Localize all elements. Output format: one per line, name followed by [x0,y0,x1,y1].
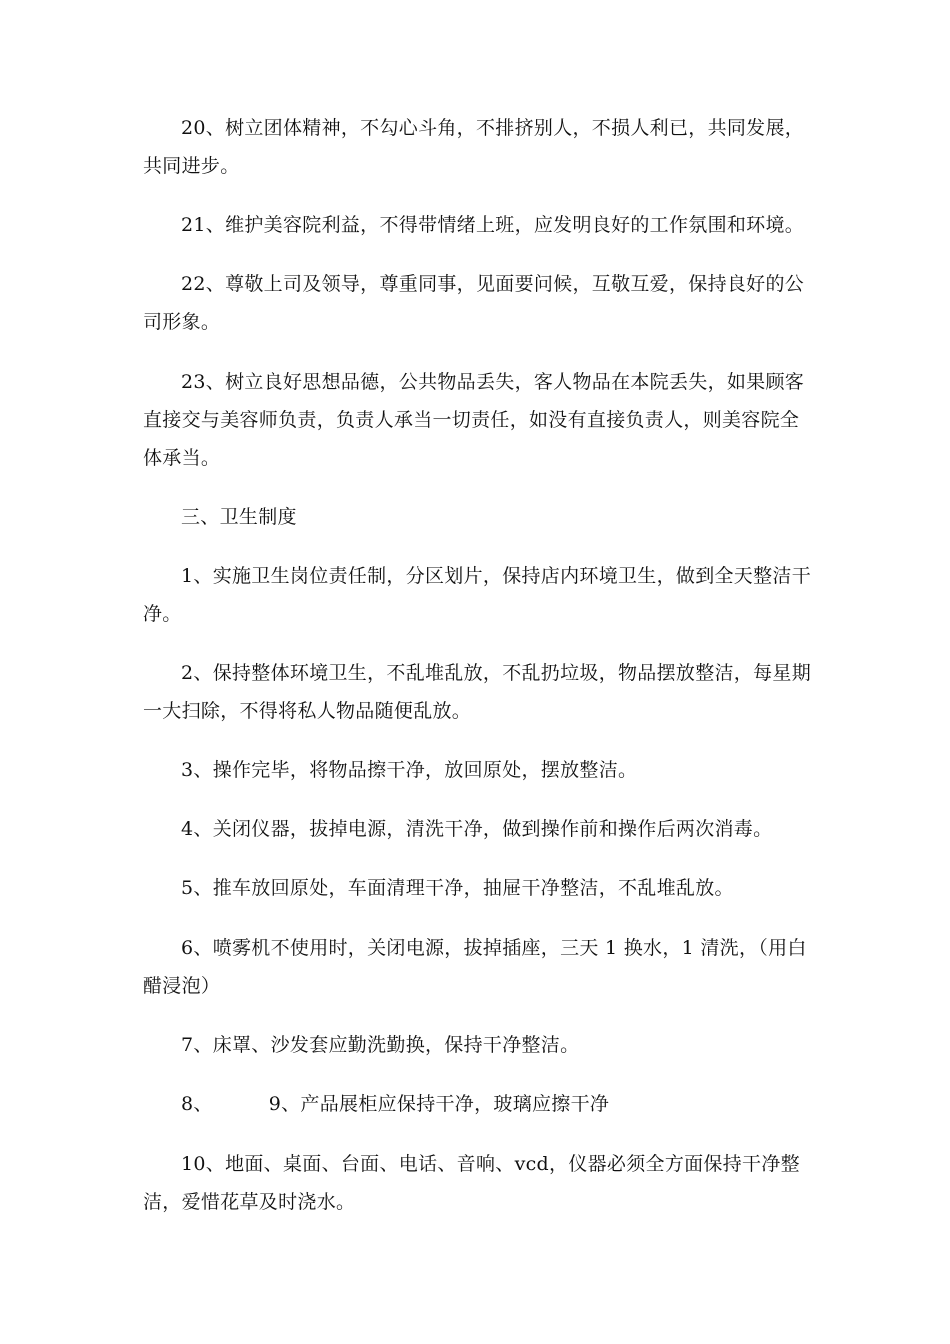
paragraph-rule-22: 22、尊敬上司及领导，尊重同事，见面要问候，互敬互爱，保持良好的公司形象。 [143,273,805,333]
paragraph-hygiene-10: 10、地面、桌面、台面、电话、音响、vcd，仪器必须全方面保持干净整洁，爱惜花草及时浇水。 [143,1153,800,1213]
item-8-label: 8、 [181,1093,213,1115]
paragraph-hygiene-6: 6、喷雾机不使用时，关闭电源，拔掉插座，三天 1 换水，1 清洗，（用白醋浸泡） [143,937,807,997]
paragraph-hygiene-7: 7、床罩、沙发套应勤洗勤换，保持干净整洁。 [181,1034,580,1056]
paragraph-hygiene-5: 5、推车放回原处，车面清理干净，抽屉干净整洁，不乱堆乱放。 [181,877,734,899]
paragraph-rule-21: 21、维护美容院利益，不得带情绪上班，应发明良好的工作氛围和环境。 [181,214,805,236]
paragraph-rule-20: 20、树立团体精神，不勾心斗角，不排挤别人，不损人利已，共同发展，共同进步。 [143,117,805,177]
paragraph-rule-23: 23、树立良好思想品德，公共物品丢失，客人物品在本院丢失，如果顾客直接交与美容师负责，负责人承当一切责任，如没有直接负责人，则美容院全体承当。 [143,371,805,469]
paragraph-hygiene-8-9 [143,1085,815,1123]
section-heading-hygiene: 三、卫生制度 [181,506,297,528]
paragraph-hygiene-2: 2、保持整体环境卫生，不乱堆乱放，不乱扔垃圾，物品摆放整洁，每星期一大扫除，不得将私人物品随便乱放。 [143,662,811,722]
paragraph-hygiene-3: 3、操作完毕，将物品擦干净，放回原处，摆放整洁。 [181,759,638,781]
paragraph-hygiene-1: 1、实施卫生岗位责任制，分区划片，保持店内环境卫生，做到全天整洁干净。 [143,565,811,625]
item-9-text: 9、产品展柜应保持干净，玻璃应擦干净 [268,1093,610,1115]
paragraph-hygiene-4: 4、关闭仪器，拔掉电源，清洗干净，做到操作前和操作后两次消毒。 [181,818,773,840]
